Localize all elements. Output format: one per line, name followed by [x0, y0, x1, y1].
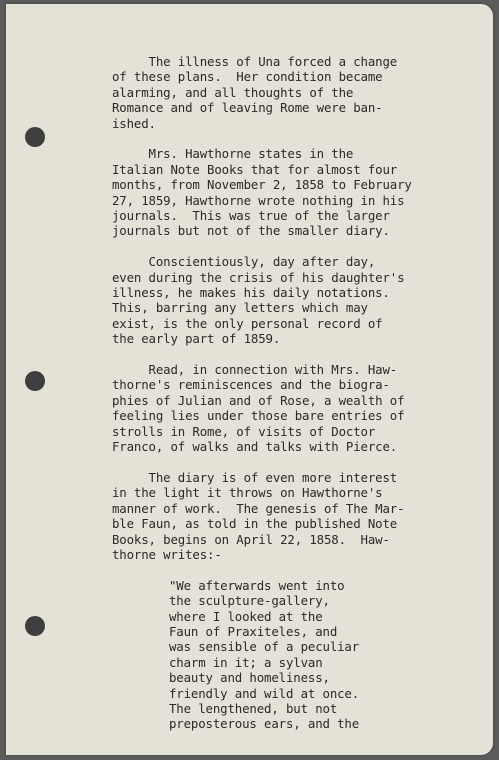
- paragraph-2: Mrs. Hawthorne states in the Italian Note Books that for almost four months, from November 2, 1858 to February 27, 1859, Hawthorne wrote nothing in his journals. This was true of the larger journals but not of the smaller diary.: [112, 146, 412, 239]
- typewritten-page: [6, 4, 493, 755]
- page-text: [112, 54, 497, 732]
- paragraph-3: Conscientiously, day after day, even during the crisis of his daughter's illness, he makes his daily notations. This, barring any letters which may exist, is the only personal record of the early part of 1859.: [112, 254, 405, 347]
- binder-hole-top: [25, 127, 45, 147]
- binder-hole-bottom: [25, 616, 45, 636]
- block-quote: "We afterwards went into the sculpture-gallery, where I looked at the Faun of Praxiteles, and was sensible of a peculiar charm in it; a sylvan beauty and homeliness, friendly and wild at once. The lengthened, but not preposterous ears, and the: [169, 577, 360, 732]
- binder-hole-middle: [25, 371, 45, 391]
- paragraph-1: The illness of Una forced a change of these plans. Her condition became alarming, and all thoughts of the Romance and of leaving Rome were ban- ished.: [112, 54, 398, 131]
- paragraph-4: Read, in connection with Mrs. Haw- thorne's reminiscences and the biogra- phies of Julian and of Rose, a wealth of feeling lies under those bare entries of strolls in Rome, of visits of Doctor Franco, of walks and talks with Pierce.: [112, 362, 405, 455]
- paragraph-5: The diary is of even more interest in the light it throws on Hawthorne's manner of work. The genesis of The Mar- ble Faun, as told in the published Note Books, begins on April 22, 1858. Haw- thorne writes:-: [112, 469, 405, 562]
